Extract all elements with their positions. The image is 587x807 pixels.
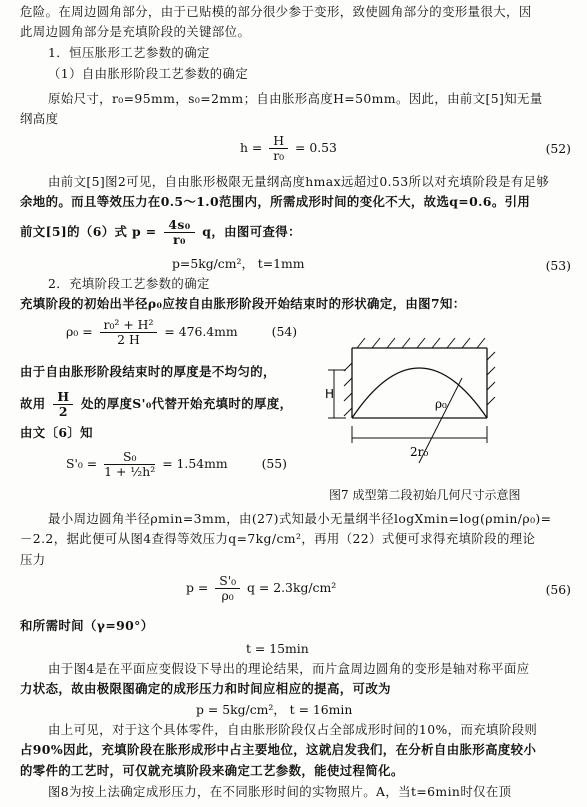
- text-line: 的零件的工艺时，可仅就充填阶段来确定工艺参数，能使过程简化。: [20, 763, 404, 778]
- figure-caption: 图7 成型第二段初始几何尺寸示意图: [329, 488, 521, 502]
- text-line: 充填阶段的初始出半径ρ₀应按自由胀形阶段开始结束时的形状确定，由图7知：: [20, 296, 466, 311]
- text-line: 由于自由胀形阶段结束时的厚度是不均匀的，: [20, 364, 276, 379]
- text-line: 前文[5]的（6）式 p = $\frac{\text{4s₀}}{\text{r₀}}$ q，由图可查得：: [20, 217, 301, 247]
- equation-time: t = 15min: [246, 641, 309, 656]
- text-line: 占90%因此，充填阶段在胀形成形中占主要地位，这就启发我们，在分析自由胀形高度较小: [20, 742, 537, 757]
- text-line: 图8为按上法确定成形压力，在不同胀形时间的实物照片。A，当t=6min时仅在顶: [48, 784, 512, 799]
- text-line: 由于图4是在平面应变假设下导出的理论结果，而片盒周边圆角的变形是轴对称平面应: [48, 661, 530, 676]
- equation-53: p=5kg/cm²， t=1mm: [172, 256, 305, 271]
- text-line: 力状态，故由极限图确定的成形压力和时间应相应的提高，可改为: [20, 681, 391, 696]
- text-line: 由文〔6〕知: [20, 425, 93, 440]
- equation-number: (56): [545, 582, 571, 597]
- subsection-heading: （1）自由胀形阶段工艺参数的确定: [48, 66, 249, 81]
- equation-52: h = $\frac{H}{\text{r₀}}$ = 0.53: [240, 133, 337, 163]
- text-line: 原始尺寸，r₀=95mm，s₀=2mm；自由胀形高度H=50mm。因此，由前文[5]知无量: [48, 91, 543, 106]
- label-rho: ρ₀: [435, 397, 447, 411]
- section-heading: 1．恒压胀形工艺参数的确定: [48, 45, 210, 60]
- equation-54: ρ₀ = $\frac{\text{r₀² + H²}}{2 H}$ = 476.4mm (54): [66, 317, 298, 347]
- label-2r: 2r₀: [410, 445, 429, 459]
- text-line: －2.2，据此便可从图4查得等效压力q=7kg/cm²，再用（22）式便可求得充填阶段的理论: [20, 531, 536, 546]
- section-heading: 2．充填阶段工艺参数的确定: [48, 276, 210, 291]
- text-line: 由上可见，对于这个具体零件，自由胀形阶段仅占全部成形时间的10%，而充填阶段则: [48, 722, 538, 737]
- equation-number: (52): [545, 141, 571, 156]
- equation-final: p = 5kg/cm²， t = 16min: [196, 702, 353, 717]
- equation-56: p = $\frac{\text{S'₀}}{\text{ρ₀}}$ q = 2.3kg/cm²: [186, 573, 337, 603]
- text-line: 危险。在周边圆角部分，由于已贴模的部分很少参于变形，致使圆角部分的变形量很大，因: [20, 4, 532, 19]
- equation-55: S'₀ = $\frac{\text{S₀}}{\text{1 + ½h²}}$ = 1.54mm (55): [66, 449, 288, 479]
- text-line: 此周边圆角部分是充填阶段的关键部位。: [20, 24, 251, 39]
- text-line: 余地的。而且等效压力在0.5～1.0范围内，所需成形时间的变化不大，故选q=0.6。引用: [20, 194, 531, 209]
- bulge-arc: [352, 368, 487, 418]
- label-h: H: [325, 387, 335, 401]
- equation-number: (53): [545, 258, 571, 273]
- text-line: 和所需时间（γ=90°）: [20, 618, 154, 633]
- text-line: 最小周边圆角半径ρmin=3mm，由(27)式知最小无量纲半径logXmin=log(ρmin/ρ₀)=: [48, 511, 552, 526]
- text-line: 故用 $\frac{H}{2}$ 处的厚度S'₀代替开始充填时的厚度，: [20, 389, 293, 419]
- text-line: 由前文[5]图2可见，自由胀形极限无量纲高度hmax远超过0.53所以对充填阶段是有足够: [48, 174, 550, 189]
- text-line: 纲高度: [20, 111, 59, 126]
- hatched-die-wall: [344, 338, 495, 418]
- text-line: 压力: [20, 552, 46, 567]
